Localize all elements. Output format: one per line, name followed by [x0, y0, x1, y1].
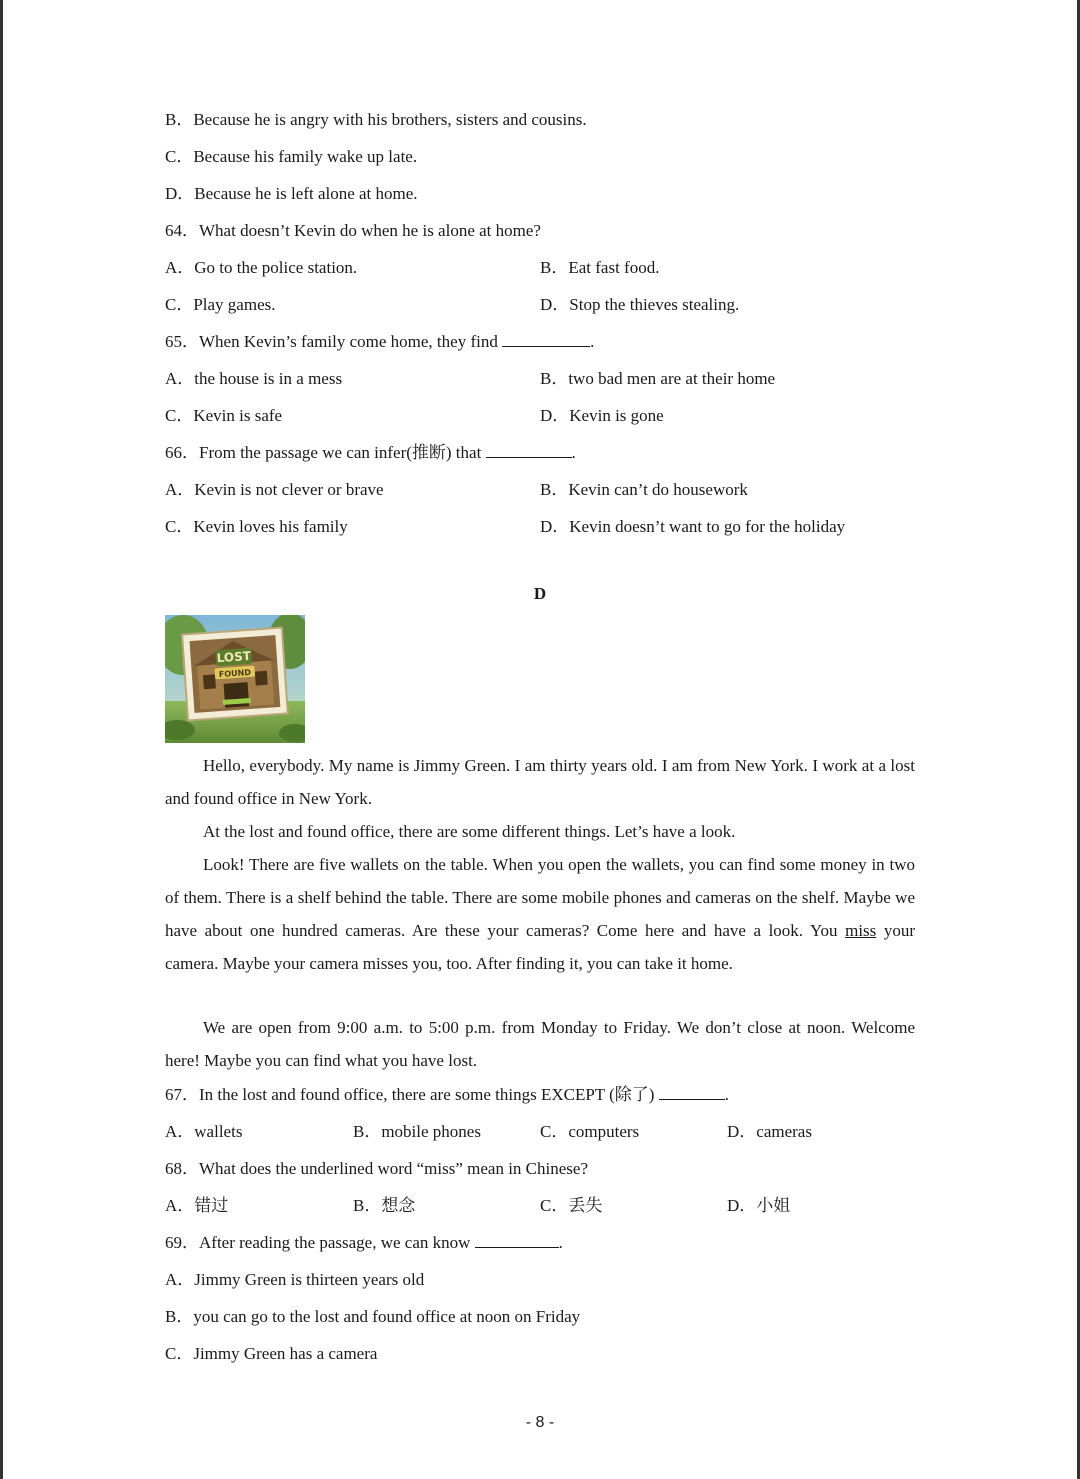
q65-option-d: D．Kevin is gone	[540, 406, 664, 425]
q65-stem: 65．When Kevin’s family come home, they find	[165, 332, 498, 351]
q68-option-b: B．想念	[353, 1196, 416, 1215]
passage-paragraph-2-text: At the lost and found office, there are some different things. Let’s have a look.	[203, 822, 736, 841]
q65-option-c: C．Kevin is safe	[165, 406, 283, 425]
q68-option-a: A．错过	[165, 1196, 229, 1215]
passage-paragraph-1	[165, 749, 915, 815]
q65-option-a: A．the house is in a mess	[165, 369, 343, 388]
q69-option-a: A．Jimmy Green is thirteen years old	[165, 1270, 425, 1289]
lost-and-found-illustration	[165, 615, 305, 743]
q68-option-c: C．丢失	[540, 1196, 603, 1215]
q64-option-a: A．Go to the police station.	[165, 258, 358, 277]
q66-option-d: D．Kevin doesn’t want to go for the holiday	[540, 517, 846, 536]
q67-option-a: A．wallets	[165, 1122, 243, 1141]
q66-option-b: B．Kevin can’t do housework	[540, 480, 748, 499]
illustration-title-line2: FOUND	[218, 667, 252, 680]
q68-stem: 68．What does the underlined word “miss” mean in Chinese?	[165, 1159, 588, 1178]
answer-blank	[475, 1233, 559, 1248]
section-heading: D	[533, 584, 547, 603]
q67-stem: 67．In the lost and found office, there are some things EXCEPT (除了)	[165, 1085, 655, 1104]
page-number: - 8 -	[525, 1414, 555, 1431]
q65-option-b: B．two bad men are at their home	[540, 369, 776, 388]
passage-paragraph-4-text: We are open from 9:00 a.m. to 5:00 p.m. from Monday to Friday. We don’t close at noon. Welcome here! Maybe you can find what you have lost.	[165, 1018, 915, 1070]
passage-paragraph-3-text-a: Look! There are five wallets on the table. When you open the wallets, you can find some money in two of them. There is a shelf behind the table. There are some mobile phones and cameras on the shelf. Maybe we have about one hundred cameras. Are these your cameras? Come here and have a look. You	[165, 855, 915, 940]
q64-option-c: C．Play games.	[165, 295, 276, 314]
passage-paragraph-3-text-b: your camera. Maybe your camera misses you, too. After finding it, you can take it home.	[165, 921, 915, 973]
passage-paragraph-3	[165, 848, 915, 980]
q67-option-b: B．mobile phones	[353, 1122, 481, 1141]
q63-option-c: C．Because his family wake up late.	[165, 147, 418, 166]
q67-stem-line: 67．In the lost and found office, there are some things EXCEPT (除了) .	[165, 1085, 729, 1104]
passage-paragraph-1-text: Hello, everybody. My name is Jimmy Green. I am thirty years old. I am from New York. I work at a lost and found office in New York.	[165, 756, 915, 808]
q66-option-a: A．Kevin is not clever or brave	[165, 480, 384, 499]
underlined-word: miss	[845, 921, 877, 940]
q63-option-d: D．Because he is left alone at home.	[165, 184, 418, 203]
illustration-title-line1: LOST	[216, 648, 252, 666]
q69-option-b: B．you can go to the lost and found office at noon on Friday	[165, 1307, 581, 1326]
q69-stem-line: 69．After reading the passage, we can know .	[165, 1233, 563, 1252]
q64-stem: 64．What doesn’t Kevin do when he is alone at home?	[165, 221, 541, 240]
q64-option-b: B．Eat fast food.	[540, 258, 660, 277]
answer-blank	[659, 1085, 725, 1100]
q66-option-c: C．Kevin loves his family	[165, 517, 348, 536]
q66-stem-line: 66．From the passage we can infer(推断) that .	[165, 443, 576, 462]
answer-blank	[486, 443, 572, 458]
q63-option-b: B．Because he is angry with his brothers, sisters and cousins.	[165, 110, 587, 129]
q67-option-d: D．cameras	[727, 1122, 812, 1141]
passage-paragraph-4	[165, 1011, 915, 1077]
passage-paragraph-2	[165, 815, 915, 848]
q68-option-d: D．小姐	[727, 1196, 791, 1215]
q67-option-c: C．computers	[540, 1122, 640, 1141]
q66-stem: 66．From the passage we can infer(推断) that	[165, 443, 482, 462]
q69-option-c: C．Jimmy Green has a camera	[165, 1344, 378, 1363]
answer-blank	[502, 332, 590, 347]
q69-stem: 69．After reading the passage, we can know	[165, 1233, 471, 1252]
q65-stem-line: 65．When Kevin’s family come home, they find .	[165, 332, 595, 351]
q64-option-d: D．Stop the thieves stealing.	[540, 295, 740, 314]
